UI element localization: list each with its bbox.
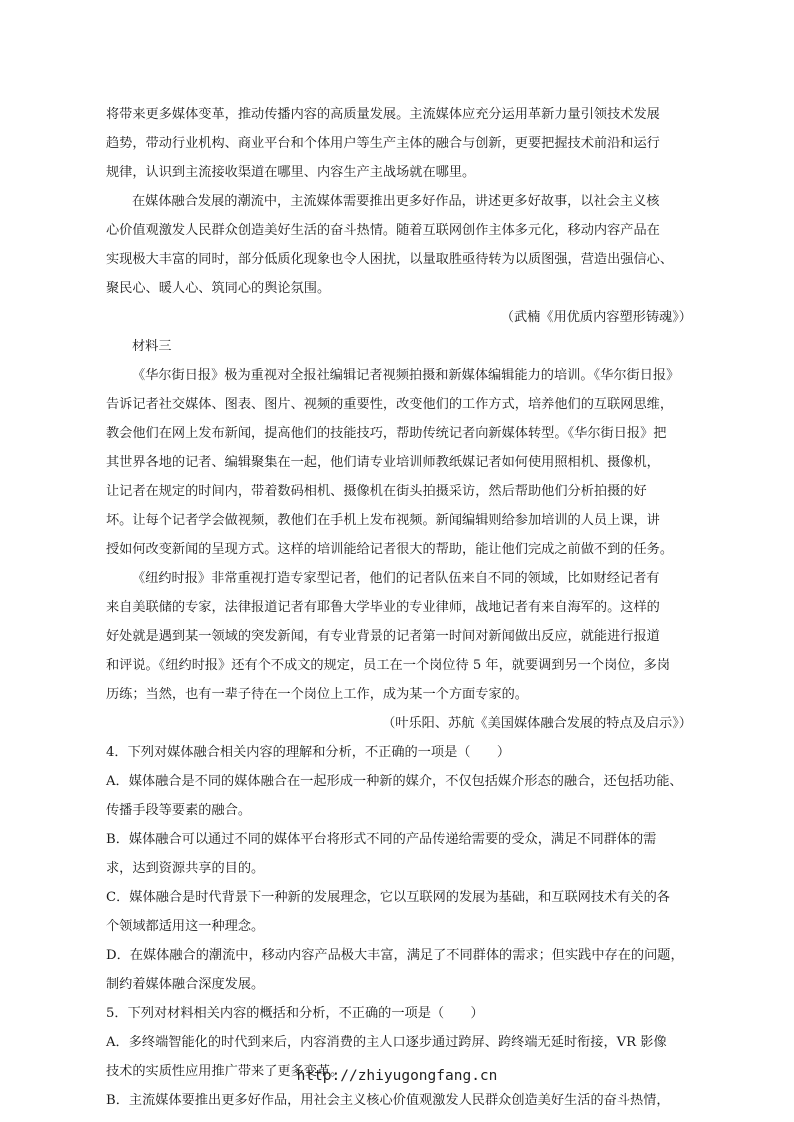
- option-line: A．媒体融合是不同的媒体融合在一起形成一种新的媒介，不仅包括媒介形态的融合，还包括功能、: [106, 774, 683, 789]
- body-line: 告诉记者社交媒体、图表、图片、视频的重要性，改变他们的工作方式，培养他们的互联网思维，: [106, 397, 674, 412]
- body-line: 和评说。《纽约时报》还有个不成文的规定，员工在一个岗位待 5 年，就要调到另一个岗位，多岗: [106, 658, 671, 673]
- option-line: 制约着媒体融合深度发展。: [106, 977, 265, 992]
- body-line: 聚民心、暖人心、筑同心的舆论氛围。: [106, 281, 331, 296]
- body-line: 规律，认识到主流接收渠道在哪里、内容生产主战场就在哪里。: [106, 165, 476, 180]
- body-line: 《纽约时报》非常重视打造专家型记者，他们的记者队伍来自不同的领域，比如财经记者有: [132, 571, 660, 586]
- body-line: 其世界各地的记者、编辑聚集在一起，他们请专业培训师教纸媒记者如何使用照相机、摄像机，: [106, 455, 660, 470]
- option-line: 个领域都适用这一种理念。: [106, 919, 265, 934]
- body-line: 坏。让每个记者学会做视频，教他们在手机上发布视频。新闻编辑则给参加培训的人员上课，讲: [106, 513, 660, 528]
- material-label: 材料三: [132, 339, 172, 354]
- option-line: 传播手段等要素的融合。: [106, 803, 252, 818]
- option-line: B．主流媒体要推出更多好作品，用社会主义核心价值观激发人民群众创造美好生活的奋斗热情，: [106, 1093, 670, 1108]
- body-line: 将带来更多媒体变革，推动传播内容的高质量发展。主流媒体应充分运用革新力量引领技术发展: [106, 107, 660, 122]
- source-citation: （武楠《用优质内容塑形铸魂》）: [500, 310, 692, 325]
- body-line: 《华尔街日报》极为重视对全报社编辑记者视频拍摄和新媒体编辑能力的培训。《华尔街日报》: [132, 368, 680, 383]
- body-line: 让记者在规定的时间内，带着数码相机、摄像机在街头拍摄采访，然后帮助他们分析拍摄的好: [106, 484, 647, 499]
- question-stem: 4．下列对媒体融合相关内容的理解和分析，不正确的一项是（ ）: [106, 745, 511, 760]
- option-line: D．在媒体融合的潮流中，移动内容产品极大丰富，满足了不同群体的需求；但实践中存在的问题，: [106, 948, 684, 963]
- body-line: 好处就是遇到某一领域的突发新闻，有专业背景的记者第一时间对新闻做出反应，就能进行报道: [106, 629, 660, 644]
- body-line: 在媒体融合发展的潮流中，主流媒体需要推出更多好作品，讲述更多好故事，以社会主义核: [132, 194, 660, 209]
- body-line: 教会他们在网上发布新闻，提高他们的技能技巧，帮助传统记者向新媒体转型。《华尔街日报》把: [106, 426, 667, 441]
- option-line: B．媒体融合可以通过不同的媒体平台将形式不同的产品传递给需要的受众，满足不同群体的需: [106, 832, 657, 847]
- body-line: 心价值观激发人民群众创造美好生活的奋斗热情。随着互联网创作主体多元化，移动内容产品在: [106, 223, 660, 238]
- body-line: 来自美联储的专家，法律报道记者有耶鲁大学毕业的专业律师，战地记者有来自海军的。这样的: [106, 600, 660, 615]
- document-body: [106, 100, 696, 1115]
- body-line: 实现极大丰富的同时，部分低质化现象也令人困扰，以量取胜亟待转为以质图强，营造出强信心、: [106, 252, 674, 267]
- option-line: 求，达到资源共享的目的。: [106, 861, 265, 876]
- option-line: 技术的实质性应用推广带来了更多变革。: [106, 1064, 344, 1079]
- footer-url[interactable]: http://zhiyugongfang.cn: [296, 1068, 498, 1084]
- body-line: 历练；当然，也有一辈子待在一个岗位上工作，成为某一个方面专家的。: [106, 687, 528, 702]
- body-line: 趋势，带动行业机构、商业平台和个体用户等生产主体的融合与创新，更要把握技术前沿和运行: [106, 136, 660, 151]
- source-citation: （叶乐阳、苏航《美国媒体融合发展的特点及启示》）: [382, 716, 692, 731]
- body-line: 授如何改变新闻的呈现方式。这样的培训能给记者很大的帮助，能让他们完成之前做不到的任务。: [106, 542, 674, 557]
- option-line: C．媒体融合是时代背景下一种新的发展理念，它以互联网的发展为基础，和互联网技术有关的各: [106, 890, 670, 905]
- question-stem: 5．下列对材料相关内容的概括和分析，不正确的一项是（ ）: [106, 1006, 484, 1021]
- option-line: A．多终端智能化的时代到来后，内容消费的主人口逐步通过跨屏、跨终端无延时衔接，VR 影像: [106, 1035, 667, 1050]
